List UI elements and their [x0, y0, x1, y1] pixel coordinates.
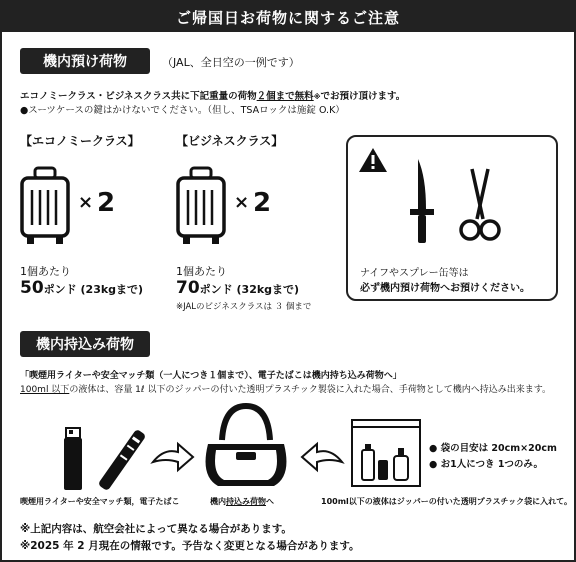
economy-count: 2	[97, 188, 116, 218]
scissors-icon	[458, 167, 502, 247]
business-weight	[176, 278, 299, 298]
free-allowance-line	[20, 88, 405, 102]
economy-weight	[20, 278, 143, 298]
free-allowance-mark: ※	[313, 93, 321, 101]
free-allowance-count: ２個まで	[256, 91, 295, 102]
business-weight-kg: (32kgまで)	[236, 283, 300, 296]
caption-carry-on-post: へ	[266, 497, 274, 506]
business-times: ×	[234, 192, 250, 213]
caption-carry-on	[210, 496, 274, 507]
business-per: 1個あたり	[176, 265, 227, 278]
carry-on-line2	[20, 382, 551, 395]
carry-on-line2-rest: の液体は、容量 1ℓ 以下のジッパーの付いた透明プラスチック製袋に入れた場合、手荷物として機内へ持込み出来ます。	[69, 385, 552, 395]
economy-per: 1個あたり	[20, 265, 71, 278]
zip-bag-icon	[350, 418, 422, 488]
economy-weight-num: 50	[20, 278, 44, 298]
economy-heading: 【エコノミークラス】	[20, 134, 140, 148]
bag-limit-note: ● お1人につき 1つのみ。	[429, 459, 544, 470]
carry-on-label: 機内持込み荷物	[20, 331, 150, 357]
caption-liquids: 100ml以下の液体はジッパーの付いた透明プラスチック袋に入れて。	[321, 497, 572, 506]
caption-carry-on-pre: 機内	[210, 497, 226, 506]
economy-weight-unit: ポンド	[43, 283, 77, 296]
suitcase-icon	[18, 165, 72, 247]
lighter-ecig-icon	[60, 426, 148, 494]
left-arrow-icon	[299, 436, 345, 476]
economy-weight-kg: (23kgまで)	[80, 283, 144, 296]
footer-note-1: ※上記内容は、航空会社によって異なる場合があります。	[20, 523, 292, 535]
suitcase-icon	[174, 165, 228, 247]
checked-baggage-label: 機内預け荷物	[20, 48, 150, 74]
economy-times: ×	[78, 192, 94, 213]
business-weight-num: 70	[176, 278, 200, 298]
business-heading: 【ビジネスクラス】	[176, 134, 284, 148]
knife-icon	[408, 157, 436, 247]
warning-line1: ナイフやスプレー缶等は	[360, 268, 469, 279]
warning-icon	[358, 147, 388, 173]
warning-line2: 必ず機内預け荷物へお預けください。	[360, 283, 530, 294]
checked-baggage-note: （JAL、全日空の一例です）	[162, 56, 300, 69]
business-weight-unit: ポンド	[199, 283, 233, 296]
carry-on-line1: 「喫煙用ライターや安全マッチ類（一人につき１個まで）、電子たばこは機内持ち込み荷物へ」	[20, 371, 402, 381]
free-allowance-free: 無料	[294, 91, 314, 102]
prohibited-items-box	[346, 135, 558, 301]
carry-on-line2-underlined: 100ml 以下	[20, 385, 70, 395]
page-title: ご帰国日お荷物に関するご注意	[2, 2, 574, 32]
bag-size-note: ● 袋の目安は 20cm×20cm	[429, 443, 557, 454]
footer-note-2: ※2025 年 2 月現在の情報です。予告なく変更となる場合があります。	[20, 540, 360, 552]
handbag-icon	[198, 400, 294, 490]
right-arrow-icon	[150, 436, 196, 476]
free-allowance-pre: エコノミークラス・ビジネスクラス共に下記重量の荷物	[20, 91, 257, 102]
lock-note: ●スーツケースの鍵はかけないでください。（但し、TSAロックは施錠 O.K）	[20, 105, 345, 116]
caption-carry-on-underlined: 持込み荷物	[226, 497, 266, 506]
business-note: ※JALのビジネスクラスは ３ 個まで	[176, 302, 312, 312]
free-allowance-post: でお預け頂けます。	[320, 91, 406, 102]
business-count: 2	[253, 188, 272, 218]
caption-lighter: 喫煙用ライターや安全マッチ類，電子たばこ	[20, 497, 180, 506]
